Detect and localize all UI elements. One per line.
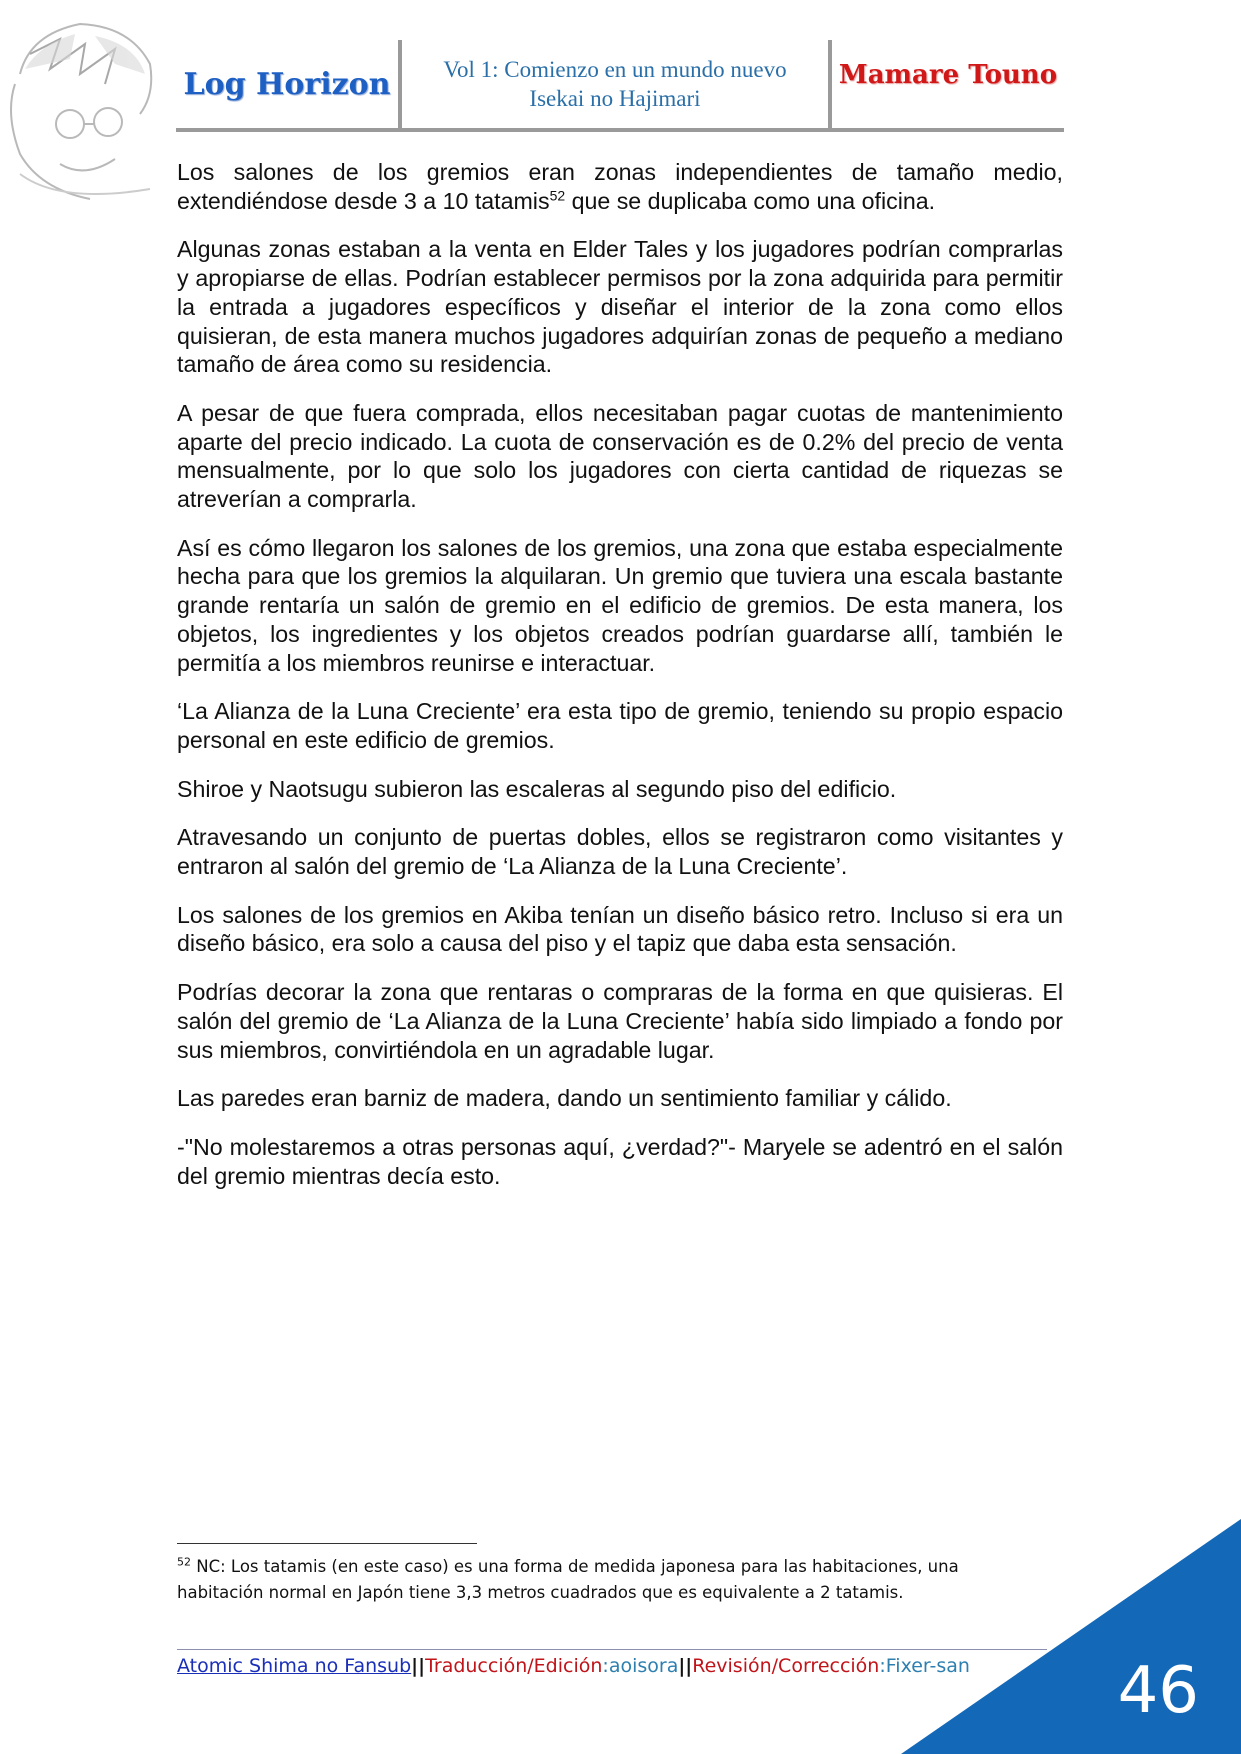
volume-line-2: Isekai no Hajimari — [529, 86, 701, 111]
fansub-link[interactable]: Atomic Shima no Fansub — [177, 1655, 412, 1677]
paragraph-text: Los salones de los gremios eran zonas independientes de tamaño medio, extendiéndose desde 3 a 10 tatamis — [177, 159, 1063, 214]
page-number: 46 — [1117, 1654, 1199, 1728]
volume-line-1: Vol 1: Comienzo en un mundo nuevo — [443, 57, 787, 82]
separator: || — [411, 1655, 426, 1677]
book-title: Log Horizon — [176, 40, 402, 128]
paragraph: ‘La Alianza de la Luna Creciente’ era esta tipo de gremio, teniendo su propio espacio personal en este edificio de gremios. — [177, 698, 1063, 753]
volume-title — [402, 40, 832, 128]
footnote-ref: 52 — [549, 186, 566, 203]
paragraph-text: que se duplicaba como una oficina. — [565, 187, 936, 214]
credits-footer — [177, 1654, 970, 1678]
paragraph: Podrías decorar la zona que rentaras o compraras de la forma en que quisieras. El salón del gremio de ‘La Alianza de la Luna Creciente’ había sido limpiado a fondo por sus miembros, convirtiéndola en un agradable lugar. — [177, 979, 1063, 1063]
paragraph: Shiroe y Naotsugu subieron las escaleras al segundo piso del edificio. — [177, 775, 897, 802]
character-illustration-icon — [0, 14, 160, 204]
paragraph: Así es cómo llegaron los salones de los gremios, una zona que estaba especialmente hecha para que los gremios la alquilaran. Un gremio que tuviera una escala bastante grande rentaría un salón de gremio en el edificio de gremios. De esta manera, los objetos, los ingredientes y los objetos creados podrían guardarse allí, también le permitía a los miembros reunirse e interactuar. — [177, 534, 1063, 676]
author-name: Mamare Touno — [838, 60, 1058, 90]
paragraph — [177, 158, 1063, 215]
paragraph: Los salones de los gremios en Akiba tenían un diseño básico retro. Incluso si era un diseño básico, era solo a causa del piso y el tapiz que daba esta sensación. — [177, 901, 1063, 957]
footnote-divider — [177, 1543, 477, 1544]
paragraph: A pesar de que fuera comprada, ellos necesitaban pagar cuotas de mantenimiento aparte del precio indicado. La cuota de conservación es de 0.2% del precio de venta mensualmente, por lo que solo los jugadores con cierta cantidad de riquezas se atreverían a comprarla. — [177, 399, 1063, 513]
revision-role: Revisión/Corrección — [692, 1655, 880, 1677]
page-header — [176, 40, 1064, 132]
paragraph: Algunas zonas estaban a la venta en Elder Tales y los jugadores podrían comprarlas y apropiarse de ellas. Podrían establecer permisos por la zona adquirida para permitir la entrada a jugadores específicos y diseñar el interior de la zona como ellos quisieran, de esta manera muchos jugadores adquirían zonas de pequeño a mediano tamaño de área como su residencia. — [177, 236, 1063, 378]
paragraph: -"No molestaremos a otras personas aquí, ¿verdad?"- Maryele se adentró en el salón del gremio mientras decía esto. — [177, 1133, 1063, 1189]
reviewer-name: :Fixer-san — [879, 1655, 970, 1677]
body-text — [177, 158, 1063, 1210]
paragraph: Las paredes eran barniz de madera, dando un sentimiento familiar y cálido. — [177, 1085, 952, 1112]
translator-name: :aoisora — [602, 1655, 679, 1677]
footnote-text: NC: Los tatamis (en este caso) es una forma de medida japonesa para las habitaciones, una habitación normal en Japón tiene 3,3 metros cuadrados que es equivalente a 2 tatamis. — [177, 1557, 959, 1602]
footnote — [177, 1554, 1017, 1606]
translation-role: Traducción/Edición — [425, 1655, 603, 1677]
separator: || — [678, 1655, 693, 1677]
footnote-number: 52 — [177, 1555, 191, 1569]
paragraph: Atravesando un conjunto de puertas dobles, ellos se registraron como visitantes y entraron al salón del gremio de ‘La Alianza de la Luna Creciente’. — [177, 824, 1063, 880]
